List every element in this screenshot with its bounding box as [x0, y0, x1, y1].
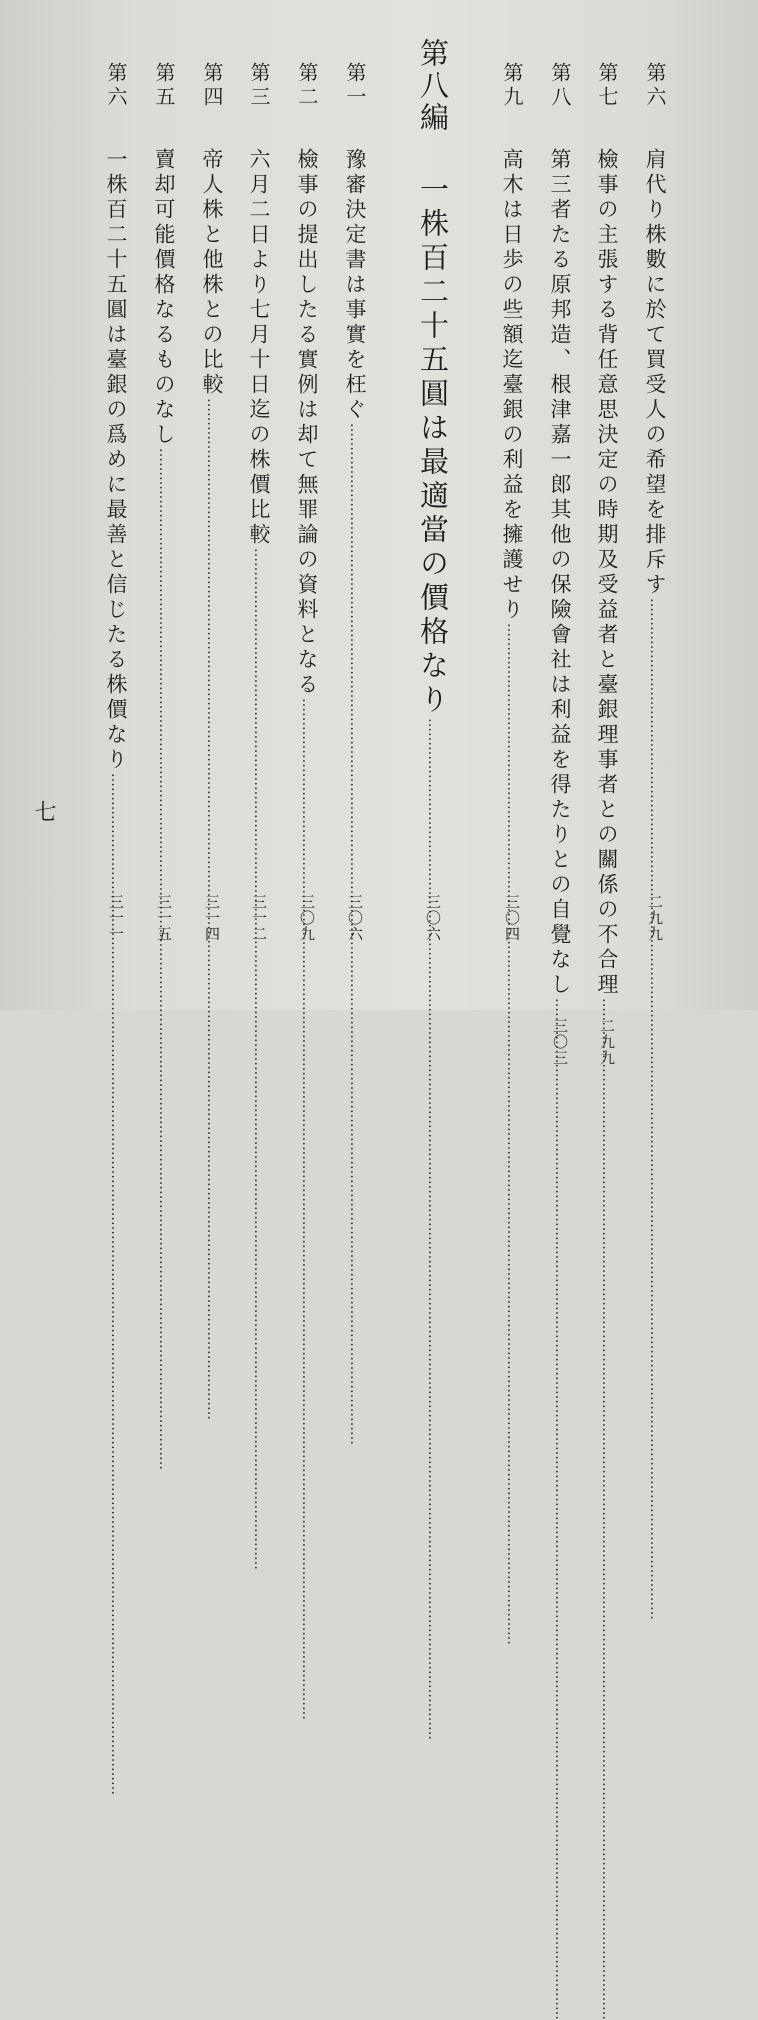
- entry-label: 第四: [200, 62, 224, 110]
- entry-label: 第九: [500, 62, 524, 110]
- dot-leader: [197, 398, 227, 894]
- entry-label: 第七: [595, 62, 619, 110]
- toc-entry-3-price-comparison: [244, 62, 274, 942]
- toc-entry-6-best-price: [101, 62, 131, 942]
- section-title: 一株百二十五圓は最適當の價格なり: [416, 174, 450, 718]
- dot-leader: [149, 448, 179, 894]
- toc-section-heading-8: [410, 38, 456, 942]
- entry-title: 六月二日より七月十日迄の株價比較: [247, 148, 271, 548]
- entry-page-number: 三〇九: [298, 894, 316, 942]
- entry-title: 檢事の主張する背任意思決定の時期及受益者と臺銀理事者との關係の不合理: [595, 148, 619, 998]
- dot-leader: [244, 548, 274, 894]
- toc-entry-2-prosecutor-examples: [292, 62, 322, 942]
- entry-label: 第二: [295, 62, 319, 110]
- entry-title: 第三者たる原邦造、根津嘉一郎其他の保險會社は利益を得たりとの自覺なし: [548, 148, 572, 998]
- entry-title: 賣却可能價格なるものなし: [152, 148, 176, 448]
- folio-page-number: 七: [31, 800, 56, 822]
- entry-label: 第六: [104, 62, 128, 110]
- section-page-number: 三〇六: [424, 894, 442, 942]
- dot-leader: [340, 423, 370, 894]
- entry-page-number: 三〇四: [503, 894, 521, 942]
- entry-page-number: 三一二: [250, 894, 268, 942]
- entry-label: 第三: [247, 62, 271, 110]
- entry-label: 第八: [548, 62, 572, 110]
- dot-leader: [292, 698, 322, 894]
- entry-page-number: 二九九: [646, 894, 664, 942]
- toc-entry-7-prosecutor-claim: [592, 62, 622, 1066]
- dot-leader: [497, 623, 527, 894]
- entry-label: 第五: [152, 62, 176, 110]
- entry-label: 第一: [343, 62, 367, 110]
- section-label: 第八編: [416, 38, 450, 134]
- entry-title: 一株百二十五圓は臺銀の爲めに最善と信じたる株價なり: [104, 148, 128, 773]
- dot-leader: [101, 773, 131, 894]
- toc-entry-8-third-parties: [545, 62, 575, 1066]
- entry-page-number: 三一四: [203, 894, 221, 942]
- entry-page-number: 三一五: [155, 894, 173, 942]
- dot-leader: [410, 718, 456, 894]
- dot-leader: [592, 998, 622, 1018]
- dot-leader: [545, 998, 575, 1018]
- entry-page-number: 三一一: [107, 894, 125, 942]
- toc-entry-9-takagi: [497, 62, 527, 942]
- entry-title: 肩代り株數に於て買受人の希望を排斥す: [643, 148, 667, 598]
- toc-entry-6-shoulder-shares: [640, 62, 670, 942]
- entry-title: 高木は日歩の些額迄臺銀の利益を擁護せり: [500, 148, 524, 623]
- dot-leader: [640, 598, 670, 894]
- toc-entry-5-saleable-price: [149, 62, 179, 942]
- entry-page-number: 三〇三: [551, 1018, 569, 1066]
- entry-label: 第六: [643, 62, 667, 110]
- entry-title: 豫審決定書は事實を枉ぐ: [343, 148, 367, 423]
- toc-entry-4-teijin-comparison: [197, 62, 227, 942]
- entry-page-number: 二九九: [598, 1018, 616, 1066]
- entry-title: 帝人株と他株との比較: [200, 148, 224, 398]
- entry-title: 檢事の提出したる實例は却て無罪論の資料となる: [295, 148, 319, 698]
- toc-entry-1-preliminary-decision: [340, 62, 370, 942]
- entry-page-number: 三〇六: [346, 894, 364, 942]
